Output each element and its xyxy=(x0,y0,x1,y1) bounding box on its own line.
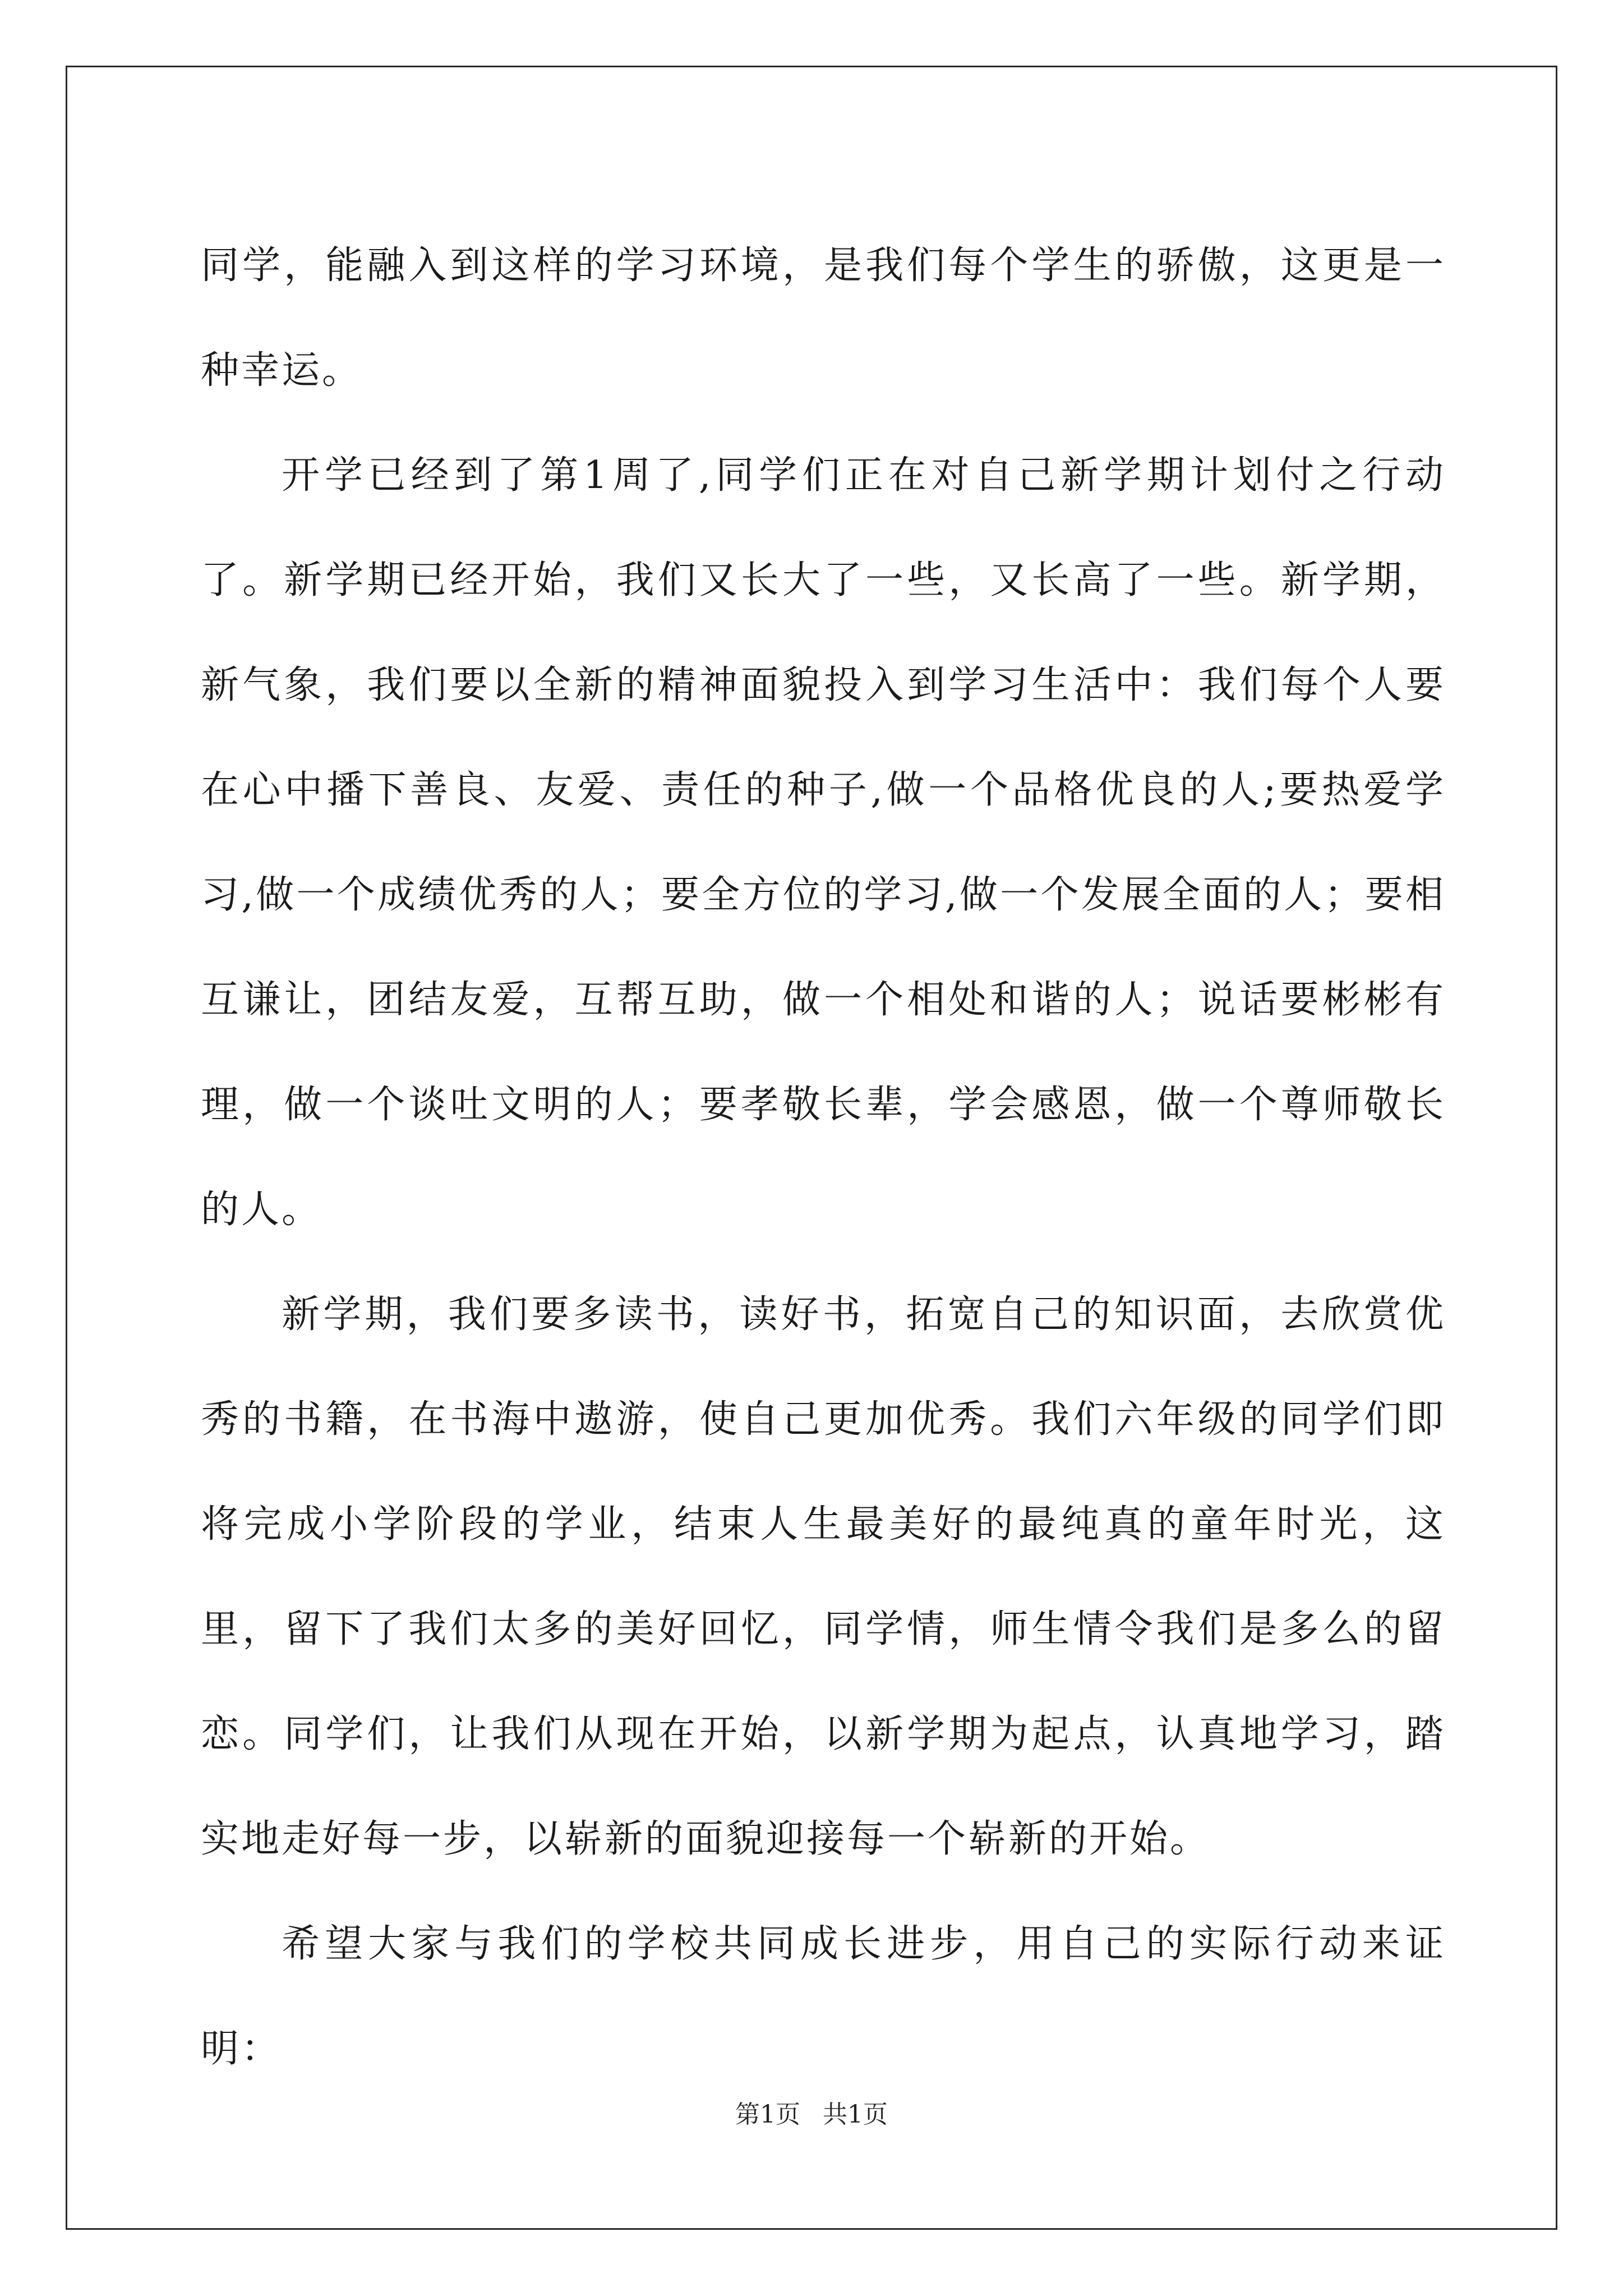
document-body xyxy=(201,213,1446,2101)
page-total: 共1页 xyxy=(823,2100,888,2129)
page-footer xyxy=(0,2098,1623,2132)
paragraph-1: 同学，能融入到这样的学习环境，是我们每个学生的骄傲，这更是一种幸运。 xyxy=(201,243,1446,393)
paragraph-2: 开学已经到了第1周了,同学们正在对自己新学期计划付之行动了。新学期已经开始，我们又长大了一些，又长高了一些。新学期，新气象，我们要以全新的精神面貌投入到学习生活中：我们每个人要在心中播下善良、友爱、责任的种子,做一个品格优良的人;要热爱学习,做一个成绩优秀的人；要全方位的学习,做一个发展全面的人；要相互谦让，团结友爱，互帮互助，做一个相处和谐的人；说话要彬彬有理，做一个谈吐文明的人；要孝敬长辈，学会感恩，做一个尊师敬长的人。 xyxy=(201,453,1446,1232)
paragraph-3: 新学期，我们要多读书，读好书，拓宽自己的知识面，去欣赏优秀的书籍，在书海中遨游，使自己更加优秀。我们六年级的同学们即将完成小学阶段的学业，结束人生最美好的最纯真的童年时光，这里，留下了我们太多的美好回忆，同学情，师生情令我们是多么的留恋。同学们，让我们从现在开始，以新学期为起点，认真地学习，踏实地走好每一步，以崭新的面貌迎接每一个崭新的开始。 xyxy=(201,1292,1446,1861)
page-number: 第1页 xyxy=(735,2100,800,2129)
paragraph-4: 希望大家与我们的学校共同成长进步，用自己的实际行动来证明： xyxy=(201,1922,1446,2071)
